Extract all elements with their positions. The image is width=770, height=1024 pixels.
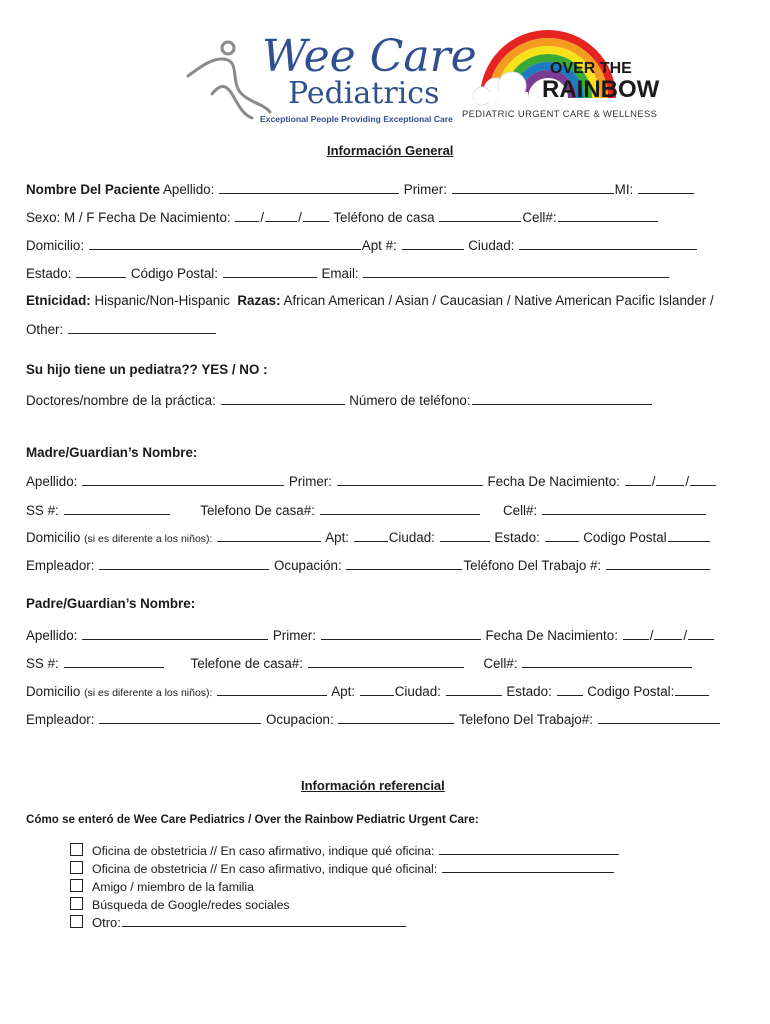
padre-ss-row — [26, 655, 693, 671]
madre-dob-year-field[interactable] — [690, 473, 716, 486]
pediatra-question: Su hijo tiene un pediatra?? YES / NO : — [26, 362, 268, 377]
padre-empleador-field[interactable] — [99, 711, 261, 724]
dob-day-field[interactable] — [265, 209, 297, 222]
padre-ocupacion-field[interactable] — [338, 711, 454, 724]
other-label: Other: — [26, 322, 64, 337]
logo-tagline: Exceptional People Providing Exceptional Care — [260, 114, 453, 124]
email-label: Email: — [321, 266, 359, 281]
madre-empleador-label: Empleador: — [26, 558, 95, 573]
madre-telefono-label: Telefono De casa#: — [200, 503, 315, 518]
padre-ss-field[interactable] — [64, 655, 164, 668]
referral-option-label: Oficina de obstetricia // En caso afirmativo, indique qué oficina: — [92, 844, 435, 858]
padre-dob-year-field[interactable] — [688, 627, 714, 640]
madre-ocupacion-label: Ocupación: — [273, 558, 342, 573]
section-title-general: Información General — [327, 143, 454, 158]
padre-telefono-trabajo-field[interactable] — [598, 711, 720, 724]
etnicidad-label: Etnicidad: — [26, 293, 91, 308]
domicilio-row — [26, 237, 698, 253]
madre-domicilio-note: (si es diferente a los niños): — [84, 533, 213, 545]
madre-telefono-trabajo-field[interactable] — [606, 557, 710, 570]
over-the-rainbow-logo — [456, 6, 660, 124]
madre-apellido-field[interactable] — [82, 473, 284, 486]
madre-name-row: Apellido: Primer: Fecha De Nacimiento: / / — [26, 473, 717, 489]
madre-ss-field[interactable] — [64, 502, 170, 515]
padre-cell-label: Cell#: — [483, 656, 518, 671]
patient-name-label: Nombre Del Paciente — [26, 182, 160, 197]
madre-domicilio-field[interactable] — [217, 529, 321, 542]
madre-codigo-label: Codigo Postal — [583, 530, 667, 545]
referral-option-1[interactable] — [70, 843, 620, 858]
padre-ciudad-label: Ciudad: — [394, 684, 441, 699]
logo-pediatrics-text: Pediatrics — [288, 76, 440, 111]
logo-over-the-text: OVER THE — [550, 60, 632, 77]
madre-dob-month-field[interactable] — [625, 473, 651, 486]
sex-dob-row: Sexo: M / F Fecha De Nacimiento: / / Teléfono de casa Cell#: — [26, 209, 659, 225]
etnicidad-options[interactable]: Hispanic/Non-Hispanic — [94, 293, 230, 308]
telefono-casa-label: Teléfono de casa — [333, 210, 435, 225]
domicilio-label: Domicilio: — [26, 238, 85, 253]
madre-dob-day-field[interactable] — [656, 473, 684, 486]
padre-domicilio-note: (si es diferente a los niños): — [84, 687, 213, 699]
razas-label: Razas: — [237, 293, 281, 308]
ciudad-label: Ciudad: — [468, 238, 515, 253]
madre-apt-label: Apt: — [325, 530, 350, 545]
apt-label: Apt #: — [361, 238, 397, 253]
domicilio-field[interactable] — [89, 237, 361, 250]
referral-question: Cómo se enteró de Wee Care Pediatrics / Over the Rainbow Pediatric Urgent Care: — [26, 813, 479, 826]
telefono-casa-field[interactable] — [439, 209, 521, 222]
mi-label: MI: — [614, 182, 634, 197]
madre-ss-label: SS #: — [26, 503, 59, 518]
madre-telefono-trabajo-label: Teléfono Del Trabajo #: — [463, 558, 602, 573]
razas-options[interactable]: African American / Asian / Caucasian / Native American Pacific Islander / — [283, 293, 714, 308]
padre-fecha-label: Fecha De Nacimiento: — [485, 628, 618, 643]
padre-ciudad-field[interactable] — [446, 683, 502, 696]
padre-telefono-label: Telefone de casa#: — [190, 656, 303, 671]
madre-estado-field[interactable] — [545, 529, 579, 542]
madre-apt-field[interactable] — [354, 529, 388, 542]
padre-primer-field[interactable] — [321, 627, 481, 640]
referral-otro-field[interactable] — [122, 916, 406, 927]
dob-year-field[interactable] — [303, 209, 329, 222]
referral-option-label: Otro: — [92, 915, 121, 930]
padre-empleador-row — [26, 711, 721, 727]
doctores-label: Doctores/nombre de la práctica: — [26, 393, 216, 408]
apellido-label: Apellido: — [162, 182, 215, 197]
cell-field[interactable] — [558, 209, 658, 222]
madre-estado-label: Estado: — [494, 530, 540, 545]
referral-option-label: Amigo / miembro de la familia — [92, 880, 254, 894]
madre-domicilio-label: Domicilio — [26, 530, 81, 545]
estado-row — [26, 265, 670, 281]
padre-apellido-field[interactable] — [82, 627, 268, 640]
padre-apt-field[interactable] — [360, 683, 394, 696]
codigo-label: Código Postal: — [130, 266, 218, 281]
padre-telefono-trabajo-label: Telefono Del Trabajo#: — [458, 712, 593, 727]
logo-rainbow-text: RAINBOW — [542, 76, 660, 103]
doctor-row — [26, 392, 653, 408]
cell-label: Cell#: — [522, 210, 557, 225]
checkbox[interactable] — [70, 843, 83, 856]
madre-apellido-label: Apellido: — [26, 474, 78, 489]
padre-ocupacion-label: Ocupacion: — [265, 712, 334, 727]
other-row — [26, 321, 217, 337]
referral-option-label: Oficina de obstetricia // En caso afirmativo, indique qué oficinal: — [92, 862, 438, 876]
referral-option-2-field[interactable] — [442, 862, 614, 873]
numero-telefono-field[interactable] — [472, 392, 652, 405]
ethnicity-row — [26, 293, 714, 308]
referral-option-label: Búsqueda de Google/redes sociales — [92, 898, 290, 912]
madre-ocupacion-field[interactable] — [346, 557, 462, 570]
padre-ss-label: SS #: — [26, 656, 59, 671]
apt-field[interactable] — [402, 237, 464, 250]
checkbox[interactable] — [70, 879, 83, 892]
mi-field[interactable] — [638, 181, 694, 194]
checkbox[interactable] — [70, 897, 83, 910]
padre-cell-field[interactable] — [522, 655, 692, 668]
madre-ss-row — [26, 502, 707, 518]
referral-option-3[interactable] — [70, 879, 254, 894]
padre-telefono-field[interactable] — [308, 655, 464, 668]
madre-codigo-field[interactable] — [668, 529, 710, 542]
padre-apt-label: Apt: — [331, 684, 356, 699]
referral-option-1-field[interactable] — [439, 844, 619, 855]
primer-label: Primer: — [403, 182, 447, 197]
madre-cell-field[interactable] — [542, 502, 706, 515]
other-field[interactable] — [68, 321, 216, 334]
padre-heading: Padre/Guardian’s Nombre: — [26, 596, 196, 611]
padre-dob-month-field[interactable] — [623, 627, 649, 640]
referral-option-2[interactable] — [70, 861, 615, 876]
padre-dob-day-field[interactable] — [654, 627, 682, 640]
padre-domicilio-label: Domicilio — [26, 684, 81, 699]
referral-option-5[interactable] — [70, 915, 407, 930]
patient-name-row — [26, 181, 695, 197]
section-title-referencial: Información referencial — [301, 778, 445, 793]
dob-month-field[interactable] — [235, 209, 259, 222]
padre-domicilio-row — [26, 683, 710, 699]
email-field[interactable] — [363, 265, 669, 278]
logo-urgent-care-tagline: PEDIATRIC URGENT CARE & WELLNESS — [462, 108, 658, 119]
madre-empleador-field[interactable] — [99, 557, 269, 570]
logo-wee-care-text: Wee Care — [262, 31, 477, 82]
madre-primer-label: Primer: — [288, 474, 332, 489]
madre-fecha-label: Fecha De Nacimiento: — [487, 474, 620, 489]
padre-estado-field[interactable] — [557, 683, 583, 696]
estado-field[interactable] — [76, 265, 126, 278]
estado-label: Estado: — [26, 266, 72, 281]
doctores-field[interactable] — [221, 392, 345, 405]
wee-care-pediatrics-logo — [182, 31, 477, 130]
madre-domicilio-row — [26, 529, 711, 545]
madre-heading: Madre/Guardian’s Nombre: — [26, 445, 198, 460]
ciudad-field[interactable] — [519, 237, 697, 250]
padre-primer-label: Primer: — [272, 628, 316, 643]
checkbox[interactable] — [70, 861, 83, 874]
padre-apellido-label: Apellido: — [26, 628, 78, 643]
primer-field[interactable] — [452, 181, 614, 194]
madre-cell-label: Cell#: — [502, 503, 538, 518]
padre-domicilio-field[interactable] — [217, 683, 327, 696]
madre-ciudad-label: Ciudad: — [388, 530, 435, 545]
checkbox[interactable] — [70, 915, 83, 928]
madre-ciudad-field[interactable] — [440, 529, 490, 542]
padre-empleador-label: Empleador: — [26, 712, 95, 727]
sexo-dob-label: Sexo: M / F Fecha De Nacimiento: — [26, 210, 231, 225]
padre-codigo-label: Codigo Postal: — [587, 684, 675, 699]
padre-name-row: Apellido: Primer: Fecha De Nacimiento: / / — [26, 627, 715, 643]
padre-estado-label: Estado: — [506, 684, 552, 699]
codigo-field[interactable] — [223, 265, 317, 278]
madre-telefono-field[interactable] — [320, 502, 480, 515]
referral-option-4[interactable] — [70, 897, 290, 912]
padre-codigo-field[interactable] — [675, 683, 709, 696]
madre-primer-field[interactable] — [337, 473, 483, 486]
madre-empleador-row — [26, 557, 711, 573]
numero-telefono-label: Número de teléfono: — [349, 393, 471, 408]
apellido-field[interactable] — [219, 181, 399, 194]
